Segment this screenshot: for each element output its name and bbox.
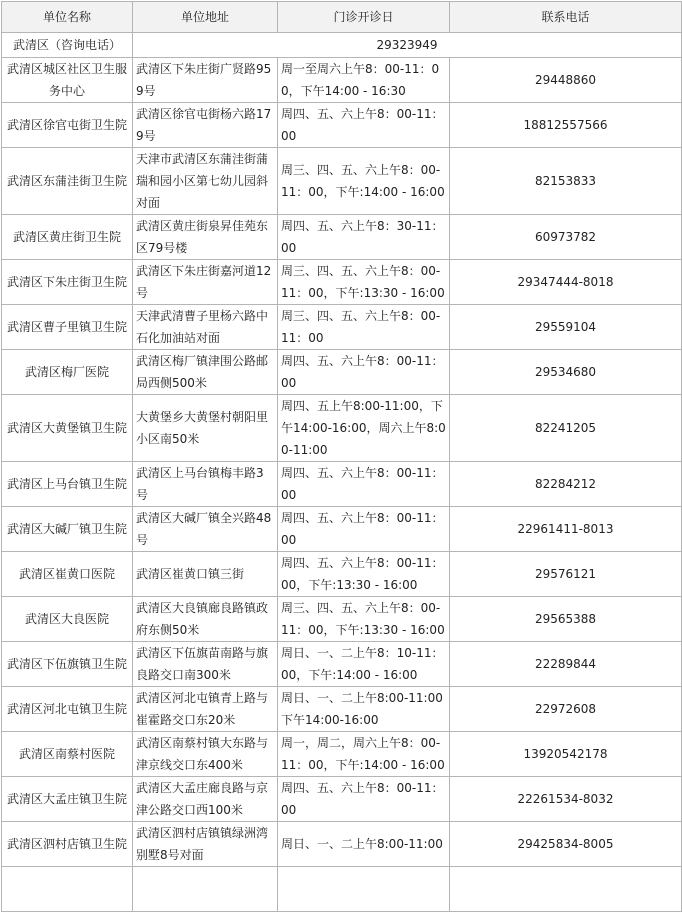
table-row	[2, 395, 682, 462]
table-row	[2, 777, 682, 822]
cell-address: 武清区大孟庄廊良路与京津公路交口西100米	[133, 777, 278, 822]
cell-hours: 周一，周二，周六上午8：00-11：00，下午:14:00 - 16:00	[278, 732, 450, 777]
clinic-table	[1, 1, 682, 912]
cell-phone: 22972608	[450, 687, 682, 732]
cell-name: 武清区泗村店镇卫生院	[2, 822, 133, 867]
table-row	[2, 867, 682, 912]
cell-address: 武清区上马台镇梅丰路3号	[133, 462, 278, 507]
cell-hours: 周三、四、五、六上午8：00-11：00	[278, 305, 450, 350]
cell-name: 武清区大良医院	[2, 597, 133, 642]
cell-address: 武清区大良镇廊良路镇政府东侧50米	[133, 597, 278, 642]
table-body	[2, 33, 682, 912]
table-row	[2, 507, 682, 552]
cell-name: 武清区下朱庄街卫生院	[2, 260, 133, 305]
cell-phone: 29559104	[450, 305, 682, 350]
cell-address: 武清区梅厂镇津围公路邮局西侧500米	[133, 350, 278, 395]
cell-address: 武清区黄庄街泉昇佳苑东区79号楼	[133, 215, 278, 260]
cell-name: 武清区大孟庄镇卫生院	[2, 777, 133, 822]
cell-hours: 周四、五、六上午8：00-11：00，下午:13:30 - 16:00	[278, 552, 450, 597]
cell-address	[133, 867, 278, 912]
table-row	[2, 732, 682, 777]
cell-hours: 周日、一、二上午8：10-11：00，下午:14:00 - 16:00	[278, 642, 450, 687]
cell-hours: 周四、五、六上午8：00-11：00	[278, 462, 450, 507]
header-address: 单位地址	[133, 2, 278, 33]
cell-hours: 周一至周六上午8：00-11：00，下午14:00 - 16:30	[278, 58, 450, 103]
table-row	[2, 462, 682, 507]
header-hours: 门诊开诊日	[278, 2, 450, 33]
cell-hours: 周日、一、二上午8:00-11:00	[278, 822, 450, 867]
cell-phone: 82284212	[450, 462, 682, 507]
cell-name: 武清区崔黄口医院	[2, 552, 133, 597]
cell-address: 武清区下朱庄街嘉河道12号	[133, 260, 278, 305]
header-phone: 联系电话	[450, 2, 682, 33]
cell-address: 武清区泗村店镇镇绿洲湾别墅8号对面	[133, 822, 278, 867]
cell-hours: 周四、五上午8:00-11:00，下午14:00-16:00，周六上午8:00-11:00	[278, 395, 450, 462]
cell-address: 武清区河北屯镇青上路与崔霍路交口东20米	[133, 687, 278, 732]
table-row	[2, 597, 682, 642]
cell-phone: 29576121	[450, 552, 682, 597]
cell-phone: 82153833	[450, 148, 682, 215]
cell-address: 武清区下朱庄街广贤路959号	[133, 58, 278, 103]
cell-address: 大黄堡乡大黄堡村朝阳里小区南50米	[133, 395, 278, 462]
cell-address: 武清区大碱厂镇全兴路48号	[133, 507, 278, 552]
cell-phone: 29565388	[450, 597, 682, 642]
table-row	[2, 58, 682, 103]
consult-name: 武清区（咨询电话）	[2, 33, 133, 58]
cell-name: 武清区曹子里镇卫生院	[2, 305, 133, 350]
cell-name: 武清区大碱厂镇卫生院	[2, 507, 133, 552]
cell-hours	[278, 867, 450, 912]
consult-row	[2, 33, 682, 58]
table-row	[2, 552, 682, 597]
cell-name: 武清区下伍旗镇卫生院	[2, 642, 133, 687]
cell-hours: 周四、五、六上午8：00-11：00	[278, 507, 450, 552]
cell-phone: 22961411-8013	[450, 507, 682, 552]
cell-address: 武清区南蔡村镇大东路与津京线交口东400米	[133, 732, 278, 777]
cell-phone: 22289844	[450, 642, 682, 687]
table-row	[2, 305, 682, 350]
cell-name: 武清区南蔡村医院	[2, 732, 133, 777]
cell-hours: 周四、五、六上午8：00-11：00	[278, 103, 450, 148]
cell-phone: 29425834-8005	[450, 822, 682, 867]
cell-hours: 周三、四、五、六上午8：00-11：00，下午:13:30 - 16:00	[278, 597, 450, 642]
cell-hours: 周四、五、六上午8：00-11：00	[278, 350, 450, 395]
cell-name: 武清区梅厂医院	[2, 350, 133, 395]
cell-phone: 29347444-8018	[450, 260, 682, 305]
cell-phone: 18812557566	[450, 103, 682, 148]
table-row	[2, 350, 682, 395]
cell-name: 武清区上马台镇卫生院	[2, 462, 133, 507]
header-name: 单位名称	[2, 2, 133, 33]
cell-name: 武清区黄庄街卫生院	[2, 215, 133, 260]
cell-hours: 周日、一、二上午8:00-11:00下午14:00-16:00	[278, 687, 450, 732]
table-row	[2, 687, 682, 732]
cell-phone: 29534680	[450, 350, 682, 395]
cell-phone: 82241205	[450, 395, 682, 462]
cell-hours: 周四、五、六上午8：00-11：00	[278, 777, 450, 822]
table-row	[2, 215, 682, 260]
table-header-row	[2, 2, 682, 33]
cell-phone: 13920542178	[450, 732, 682, 777]
cell-hours: 周四、五、六上午8：30-11：00	[278, 215, 450, 260]
cell-hours: 周三、四、五、六上午8：00-11：00，下午:14:00 - 16:00	[278, 148, 450, 215]
cell-address: 武清区下伍旗苗南路与旗良路交口南300米	[133, 642, 278, 687]
cell-phone: 60973782	[450, 215, 682, 260]
cell-address: 武清区徐官屯街杨六路179号	[133, 103, 278, 148]
cell-hours: 周三、四、五、六上午8：00-11：00，下午:13:30 - 16:00	[278, 260, 450, 305]
table-row	[2, 148, 682, 215]
cell-name: 武清区徐官屯街卫生院	[2, 103, 133, 148]
cell-phone: 22261534-8032	[450, 777, 682, 822]
cell-name: 武清区城区社区卫生服务中心	[2, 58, 133, 103]
cell-address: 天津市武清区东蒲洼街蒲瑞和园小区第七幼儿园斜对面	[133, 148, 278, 215]
cell-name: 武清区东蒲洼街卫生院	[2, 148, 133, 215]
table-row	[2, 260, 682, 305]
cell-name	[2, 867, 133, 912]
cell-address: 武清区崔黄口镇三街	[133, 552, 278, 597]
table-row	[2, 103, 682, 148]
cell-name: 武清区河北屯镇卫生院	[2, 687, 133, 732]
consult-phone: 29323949	[133, 33, 682, 58]
cell-address: 天津武清曹子里杨六路中石化加油站对面	[133, 305, 278, 350]
cell-phone	[450, 867, 682, 912]
table-row	[2, 822, 682, 867]
cell-name: 武清区大黄堡镇卫生院	[2, 395, 133, 462]
cell-phone: 29448860	[450, 58, 682, 103]
table-row	[2, 642, 682, 687]
